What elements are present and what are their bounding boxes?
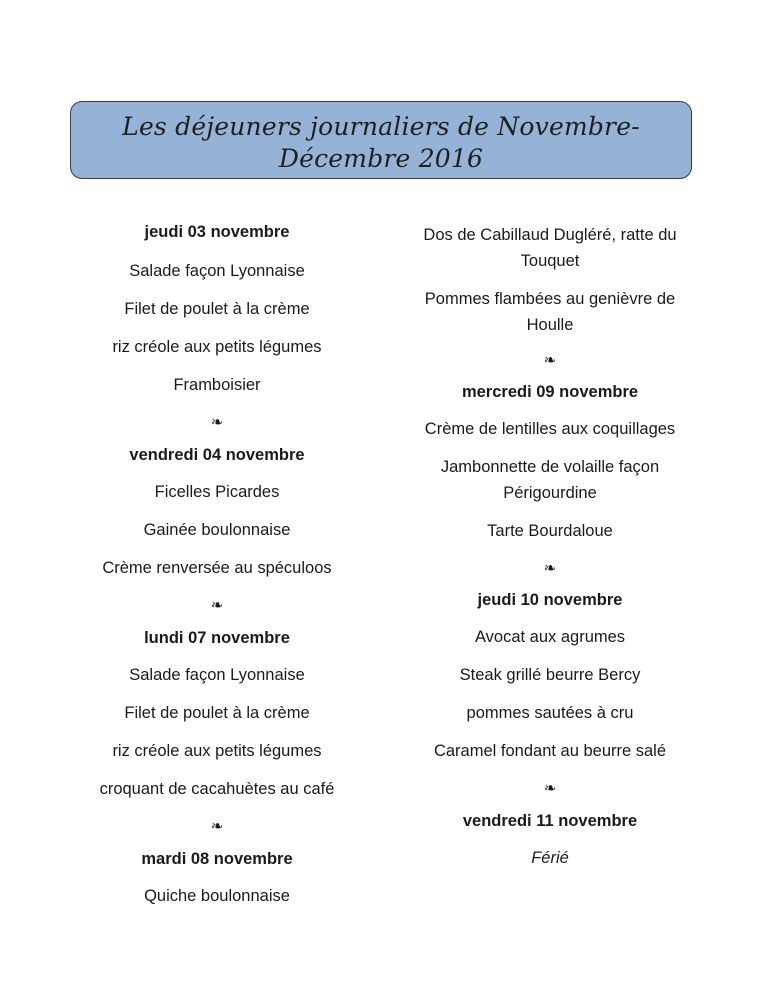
fleuron-icon: ❧ bbox=[210, 817, 224, 835]
day-heading: lundi 07 novembre bbox=[144, 629, 290, 647]
menu-item-line: Périgourdine bbox=[503, 484, 597, 502]
day-heading: mardi 08 novembre bbox=[141, 850, 293, 868]
day-heading: mercredi 09 novembre bbox=[461, 383, 639, 401]
menu-item: Crème de lentilles aux coquillages bbox=[424, 420, 676, 438]
menu-item: riz créole aux petits légumes bbox=[112, 338, 322, 356]
menu-item-line: Houlle bbox=[526, 316, 574, 334]
menu-item: Framboisier bbox=[173, 376, 261, 394]
fleuron-icon: ❧ bbox=[210, 413, 224, 431]
menu-item: croquant de cacahuètes au café bbox=[99, 780, 335, 798]
menu-item: Salade façon Lyonnaise bbox=[129, 262, 305, 280]
menu-item: Ficelles Picardes bbox=[154, 483, 280, 501]
day-heading: vendredi 11 novembre bbox=[462, 812, 638, 830]
menu-item: Gainée boulonnaise bbox=[143, 521, 291, 539]
day-heading: jeudi 03 novembre bbox=[144, 223, 290, 241]
menu-item: Salade façon Lyonnaise bbox=[129, 666, 305, 684]
menu-item: Férié bbox=[531, 849, 569, 867]
day-heading: vendredi 04 novembre bbox=[129, 446, 305, 464]
fleuron-icon: ❧ bbox=[543, 779, 557, 797]
menu-item-line: Touquet bbox=[520, 252, 580, 270]
menu-item: Quiche boulonnaise bbox=[144, 887, 290, 905]
menu-item bbox=[398, 222, 702, 274]
left-column bbox=[72, 222, 362, 909]
page-title-line-2: Décembre 2016 bbox=[278, 144, 484, 173]
menu-item bbox=[398, 286, 702, 338]
menu-item: Crème renversée au spéculoos bbox=[102, 559, 332, 577]
menu-item: Caramel fondant au beurre salé bbox=[433, 742, 667, 760]
right-column bbox=[398, 222, 702, 871]
page-title-line-1: Les déjeuners journaliers de Novembre- bbox=[122, 112, 640, 141]
menu-item: Tarte Bourdaloue bbox=[487, 522, 613, 540]
menu-item-line: Jambonnette de volaille façon bbox=[440, 458, 660, 476]
fleuron-icon: ❧ bbox=[543, 559, 557, 577]
menu-item: Steak grillé beurre Bercy bbox=[459, 666, 641, 684]
menu-item-line: Dos de Cabillaud Dugléré, ratte du bbox=[423, 226, 677, 244]
title-box bbox=[70, 101, 692, 179]
fleuron-icon: ❧ bbox=[210, 596, 224, 614]
menu-item: Avocat aux agrumes bbox=[474, 628, 626, 646]
menu-item: riz créole aux petits légumes bbox=[112, 742, 322, 760]
menu-item bbox=[398, 454, 702, 506]
menu-item: pommes sautées à cru bbox=[466, 704, 634, 722]
menu-item-line: Pommes flambées au genièvre de bbox=[424, 290, 676, 308]
fleuron-icon: ❧ bbox=[543, 351, 557, 369]
day-heading: jeudi 10 novembre bbox=[477, 591, 623, 609]
menu-item: Filet de poulet à la crème bbox=[124, 300, 310, 318]
menu-item: Filet de poulet à la crème bbox=[124, 704, 310, 722]
